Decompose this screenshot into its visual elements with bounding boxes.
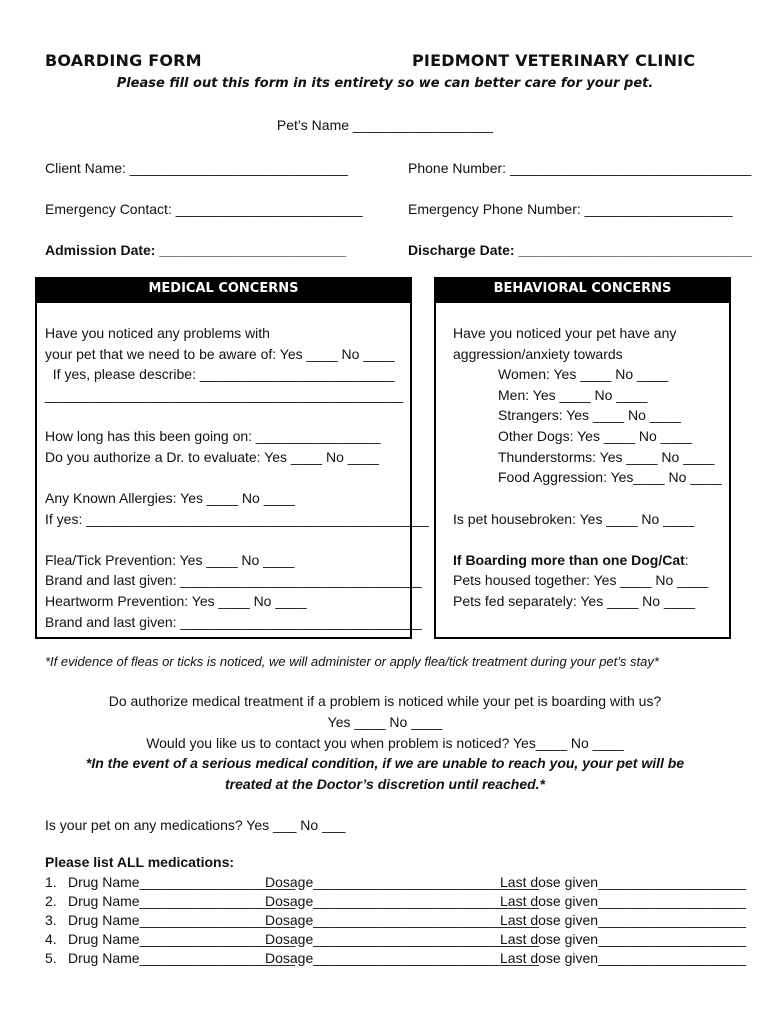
authorize-treatment-yes-no[interactable]: Yes ____ No ____: [327, 714, 443, 730]
client-name-field[interactable]: Client Name: ____________________________: [45, 160, 348, 176]
heartworm-yes-no[interactable]: Heartworm Prevention: Yes ____ No ____: [45, 593, 307, 609]
food-aggression-yes-no[interactable]: Food Aggression: Yes____ No ____: [498, 469, 722, 485]
medication-drug-name-field[interactable]: Drug Name____________________: [68, 893, 296, 909]
flea-tick-yes-no[interactable]: Flea/Tick Prevention: Yes ____ No ____: [45, 552, 295, 568]
medication-number: 2.: [45, 893, 57, 909]
men-yes-no[interactable]: Men: Yes ____ No ____: [498, 387, 648, 403]
medication-last-dose-field[interactable]: Last dose given___________________: [500, 874, 747, 890]
allergies-yes-no[interactable]: Any Known Allergies: Yes ____ No ____: [45, 490, 295, 506]
medication-dosage-field[interactable]: Dosage_____________________________: [265, 950, 540, 966]
emergency-contact-field[interactable]: Emergency Contact: ________________________: [45, 201, 363, 217]
medication-dosage-field[interactable]: Dosage_____________________________: [265, 912, 540, 928]
admission-date-field[interactable]: Admission Date: ________________________: [45, 242, 347, 258]
behavioral-concerns-title: BEHAVIORAL CONCERNS: [434, 277, 731, 303]
medical-duration-field[interactable]: How long has this been going on: ________________: [45, 428, 381, 444]
multi-pet-heading-text: If Boarding more than one Dog/Cat: [453, 552, 685, 568]
medication-number: 1.: [45, 874, 57, 890]
medication-drug-name-field[interactable]: Drug Name____________________: [68, 912, 296, 928]
medical-problems-yes-no[interactable]: your pet that we need to be aware of: Yes ____ No ____: [45, 346, 395, 362]
other-dogs-yes-no[interactable]: Other Dogs: Yes ____ No ____: [498, 428, 692, 444]
serious-condition-note-cont: treated at the Doctor’s discretion until reached.*: [224, 776, 545, 792]
medications-list-title: Please list ALL medications:: [45, 854, 235, 870]
medication-number: 3.: [45, 912, 57, 928]
discharge-date-field[interactable]: Discharge Date: ______________________________: [408, 242, 753, 258]
medical-describe-line[interactable]: ______________________________________________: [45, 387, 404, 403]
medication-last-dose-field[interactable]: Last dose given___________________: [500, 931, 747, 947]
behavioral-line: aggression/anxiety towards: [453, 346, 623, 362]
medication-dosage-field[interactable]: Dosage_____________________________: [265, 874, 540, 890]
phone-number-field[interactable]: Phone Number: _______________________________: [408, 160, 752, 176]
medical-concerns-title: MEDICAL CONCERNS: [35, 277, 412, 303]
medical-authorize-yes-no[interactable]: Do you authorize a Dr. to evaluate: Yes ____ No ____: [45, 449, 379, 465]
heartworm-brand-field[interactable]: Brand and last given: _______________________________: [45, 614, 422, 630]
multi-pet-heading: [453, 552, 689, 568]
medication-dosage-field[interactable]: Dosage_____________________________: [265, 931, 540, 947]
thunderstorms-yes-no[interactable]: Thunderstorms: Yes ____ No ____: [498, 449, 715, 465]
women-yes-no[interactable]: Women: Yes ____ No ____: [498, 366, 669, 382]
clinic-name: PIEDMONT VETERINARY CLINIC: [412, 51, 696, 70]
medication-drug-name-field[interactable]: Drug Name____________________: [68, 950, 296, 966]
behavioral-line: Have you noticed your pet have any: [453, 325, 677, 341]
form-instructions: Please fill out this form in its entirety so we can better care for your pet.: [116, 76, 654, 91]
form-title: BOARDING FORM: [45, 51, 202, 70]
flea-tick-brand-field[interactable]: Brand and last given: _______________________________: [45, 572, 422, 588]
on-medications-yes-no[interactable]: Is your pet on any medications? Yes ___ No ___: [45, 817, 346, 833]
serious-condition-note: *In the event of a serious medical condition, if we are unable to reach you, your pet will be: [85, 755, 685, 771]
emergency-phone-field[interactable]: Emergency Phone Number: ___________________: [408, 201, 733, 217]
medication-drug-name-field[interactable]: Drug Name____________________: [68, 931, 296, 947]
authorize-treatment-question: Do authorize medical treatment if a problem is noticed while your pet is boarding with us?: [108, 693, 662, 709]
medical-line: Have you noticed any problems with: [45, 325, 270, 341]
allergies-details-field[interactable]: If yes: ____________________________________________: [45, 511, 429, 527]
contact-on-problem-yes-no[interactable]: Would you like us to contact you when problem is noticed? Yes____ No ____: [146, 735, 624, 751]
housed-together-yes-no[interactable]: Pets housed together: Yes ____ No ____: [453, 572, 709, 588]
medical-describe-field[interactable]: If yes, please describe: _________________________: [45, 366, 395, 382]
strangers-yes-no[interactable]: Strangers: Yes ____ No ____: [498, 407, 681, 423]
pet-name-field[interactable]: Pet’s Name __________________: [276, 117, 494, 133]
medication-drug-name-field[interactable]: Drug Name____________________: [68, 874, 296, 890]
medication-last-dose-field[interactable]: Last dose given___________________: [500, 912, 747, 928]
medication-number: 4.: [45, 931, 57, 947]
fed-separately-yes-no[interactable]: Pets fed separately: Yes ____ No ____: [453, 593, 696, 609]
medication-number: 5.: [45, 950, 57, 966]
medication-dosage-field[interactable]: Dosage_____________________________: [265, 893, 540, 909]
medication-last-dose-field[interactable]: Last dose given___________________: [500, 950, 747, 966]
multi-pet-heading-colon: :: [684, 552, 689, 568]
housebroken-yes-no[interactable]: Is pet housebroken: Yes ____ No ____: [453, 511, 695, 527]
flea-treatment-note: *If evidence of fleas or ticks is noticed, we will administer or apply flea/tick treatment during your pet’s stay*: [45, 654, 659, 669]
medication-last-dose-field[interactable]: Last dose given___________________: [500, 893, 747, 909]
